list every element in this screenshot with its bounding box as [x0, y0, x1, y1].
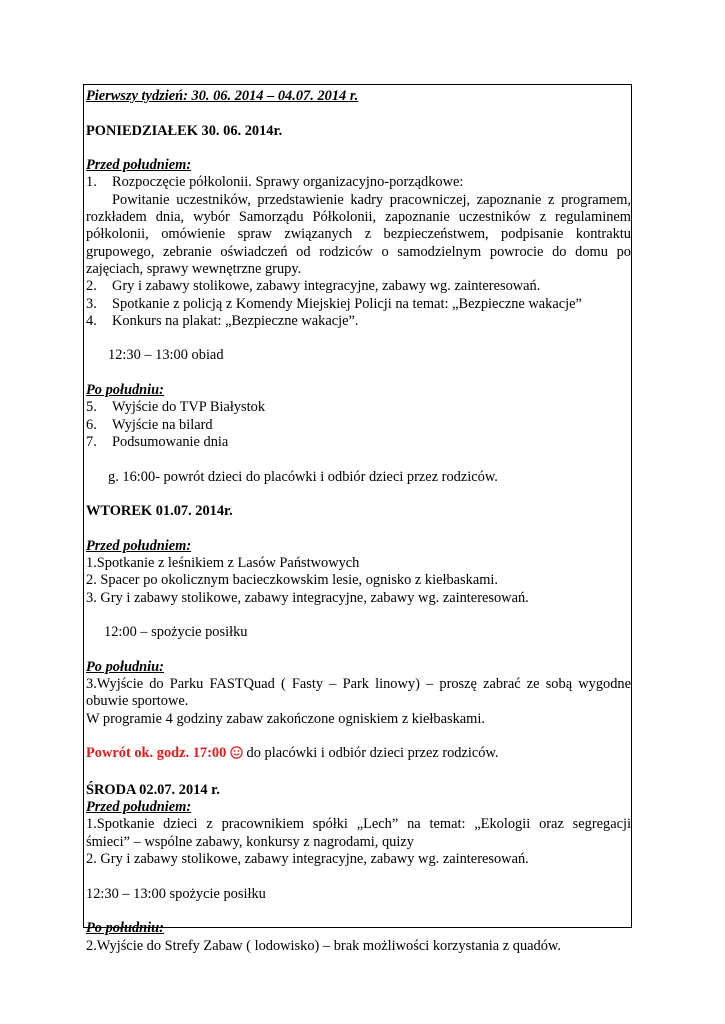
- tuesday-afternoon-line-1b: obuwie sportowe.: [86, 693, 189, 710]
- list-item: 2. Spacer po okolicznym bacieczkowskim lesie, ognisko z kiełbaskami.: [86, 572, 499, 589]
- wednesday-meal: 12:30 – 13:00 spożycie posiłku: [86, 885, 266, 902]
- wednesday-afternoon-line: 2.Wyjście do Strefy Zabaw ( lodowisko) – brak możliwości korzystania z quadów.: [86, 937, 561, 954]
- wednesday-title: ŚRODA 02.07. 2014 r.: [86, 781, 220, 798]
- list-item: 1.Spotkanie z leśnikiem z Lasów Państwowych: [86, 555, 360, 572]
- list-item: 5. Wyjście do TVP Białystok: [86, 399, 266, 416]
- tuesday-title: WTOREK 01.07. 2014r.: [86, 503, 233, 520]
- monday-lunch: 12:30 – 13:00 obiad: [108, 347, 224, 364]
- tuesday-meal: 12:00 – spożycie posiłku: [104, 624, 248, 641]
- week-heading: Pierwszy tydzień: 30. 06. 2014 – 04.07. 2014 r.: [86, 88, 359, 104]
- schedule-content: [86, 88, 631, 955]
- list-item: 4. Konkurs na plakat: „Bezpieczne wakacje”.: [86, 312, 359, 329]
- list-item: 2. Gry i zabawy stolikowe, zabawy integracyjne, zabawy wg. zainteresowań.: [86, 278, 541, 295]
- wednesday-morning-line-2: 2. Gry i zabawy stolikowe, zabawy integracyjne, zabawy wg. zainteresowań.: [86, 851, 529, 868]
- monday-morning-label: Przed południem:: [86, 157, 192, 174]
- wednesday-afternoon-label: Po południu:: [86, 920, 164, 937]
- tuesday-afternoon-line-2: W programie 4 godziny zabaw zakończone ogniskiem z kiełbaskami.: [86, 710, 485, 727]
- monday-return: g. 16:00- powrót dzieci do placówki i odbiór dzieci przez rodziców.: [108, 468, 498, 485]
- list-item: 3. Gry i zabawy stolikowe, zabawy integracyjne, zabawy wg. zainteresowań.: [86, 589, 529, 606]
- tuesday-afternoon-line-1: 3.Wyjście do Parku FASTQuad ( Fasty – Park linowy) – proszę zabrać ze sobą wygodne: [86, 676, 631, 693]
- wednesday-morning-line-1b: śmieci” – wspólne zabawy, konkursy z nagrodami, quizy: [86, 833, 414, 850]
- monday-title: PONIEDZIAŁEK 30. 06. 2014r.: [86, 122, 283, 139]
- list-item: 1. Rozpoczęcie półkolonii. Sprawy organizacyjno-porządkowe:: [86, 174, 464, 191]
- return-time-highlight: Powrót ok. godz. 17:00: [86, 745, 227, 762]
- list-item: 6. Wyjście na bilard: [86, 416, 213, 433]
- monday-afternoon-label: Po południu:: [86, 382, 164, 399]
- list-item: 7. Podsumowanie dnia: [86, 433, 229, 450]
- monday-morning-paragraph: Powitanie uczestników, przedstawienie kadry pracowniczej, zapoznanie z programem, rozkładem dnia, wybór Samorządu Półkolonii, zapoznanie uczestników z regulaminem półkolonii, omówienie spraw związanych z bezpieczeństwem, podpisanie kontraktu grupowego, zebranie oświadczeń od rodziców o samodzielnym powrocie do domu po zajęciach, sprawy wewnętrzne grupy.: [86, 191, 631, 277]
- smiley-icon: [230, 746, 243, 764]
- list-item: 3. Spotkanie z policją z Komendy Miejskiej Policji na temat: „Bezpieczne wakacje”: [86, 295, 582, 312]
- tuesday-morning-label: Przed południem:: [86, 537, 192, 554]
- wednesday-morning-line-1: 1.Spotkanie dzieci z pracownikiem spółki „Lech” na temat: „Ekologii oraz segregacji: [86, 816, 631, 833]
- tuesday-return: Powrót ok. godz. 17:00 do placówki i odbiór dzieci przez rodziców.: [86, 745, 631, 764]
- tuesday-afternoon-label: Po południu:: [86, 658, 164, 675]
- wednesday-morning-label: Przed południem:: [86, 799, 192, 816]
